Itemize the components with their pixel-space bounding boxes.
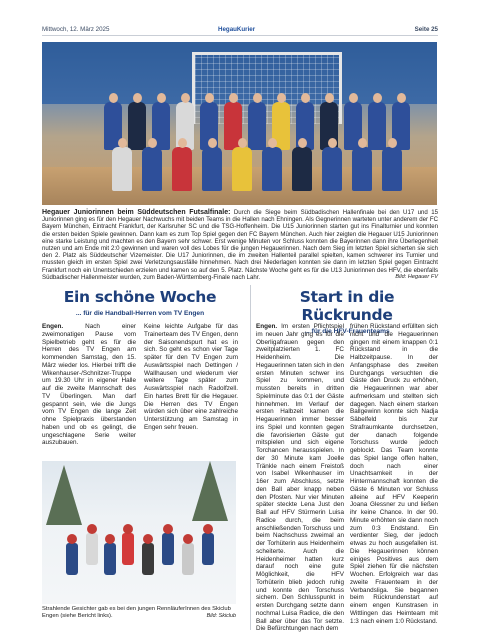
issue-date: Mittwoch, 12. März 2025 <box>42 26 110 33</box>
skier-helmet <box>203 524 213 534</box>
team-photo <box>42 42 437 205</box>
article2-subtitle: ... für die HFV-Frauenteams <box>304 328 390 335</box>
player-head <box>298 138 307 148</box>
skier-figure <box>142 543 154 575</box>
skier-helmet <box>163 524 173 534</box>
player-head <box>358 138 367 148</box>
tree-shape <box>192 461 228 521</box>
player-head <box>277 93 286 103</box>
player-head <box>373 93 382 103</box>
player-figure <box>202 147 222 191</box>
player-head <box>253 93 262 103</box>
player-figure <box>262 147 282 191</box>
article2-text-1: Im ersten Pflichtspiel im neuen Jahr ging es für die Oberligafrauen gegen den zweitplatzierten 1. FC Heidenheim. Die Hegauerinnen taten sich in den ersten Minuten schwer ins Spiel zu kommen, und mussten bereits in dritten Spielminute das 0:1 der Gäste hinnehmen. Im Verlauf der ersten Halbzeit kamen die Hegauerinnen immer besser ins Spiel und konnten gegen die favorisierten Gäste gut mitspielen und sich eigene Torchancen herausspielen. In der 30 Minute kam Joelle Tränkle nach einem Freistoß von Isabel Wikenhauser im 16er zum Abschluss, setzte den Ball aber knapp neben den Pfosten. Nur vier Minuten später steckte Lena Just den Ball auf HFV Stürmerin Luisa Radice durch, die beim anschließenden Torschuss und beim Nachschuss zweimal an der Torhüterin aus Heidenheim scheiterte. Auch die Heidenheimer hatten kurz darauf noch eine gute Möglichkeit, die HFV Torhüterin blieb jedoch ruhig und konnte den Torschuss sichern. Den Schlusspunkt in ersten Durchgang setzte dann nochmal Luisa Radice, die den Ball aber über das Tor setzte. Die Befürchtungen nach dem <box>256 323 344 633</box>
player-head <box>328 138 337 148</box>
player-figure <box>232 147 252 191</box>
player-figure <box>112 147 132 191</box>
player-head <box>238 138 247 148</box>
article1-lead: Engen. <box>42 323 64 330</box>
player-figure <box>368 102 386 150</box>
skiclub-caption <box>42 606 236 620</box>
skiclub-caption-text: Strahlende Gesichter gab es bei den jungen RennläuferInnen des Skiclub Engen (siehe Bericht links). <box>42 606 231 619</box>
article2-lead: Engen. <box>256 323 278 330</box>
newspaper-name: HegauKurier <box>218 26 256 33</box>
article2-title: Start in die Rückrunde <box>299 288 395 324</box>
page-header <box>42 24 438 36</box>
skier-figure <box>202 533 214 565</box>
player-head <box>397 93 406 103</box>
player-figure <box>382 147 402 191</box>
skier-figure <box>104 543 116 575</box>
skier-figure <box>182 543 194 575</box>
player-figure <box>352 147 372 191</box>
player-head <box>118 138 127 148</box>
player-head <box>268 138 277 148</box>
player-head <box>229 93 238 103</box>
player-figure <box>248 102 266 150</box>
article1-column-1 <box>42 323 136 447</box>
player-head <box>109 93 118 103</box>
article1-subtitle: ... für die Handball-Herren vom TV Engen <box>75 310 205 317</box>
player-head <box>157 93 166 103</box>
article2-column-2 <box>350 323 438 625</box>
player-head <box>208 138 217 148</box>
skier-helmet <box>123 524 133 534</box>
skier-helmet <box>67 534 77 544</box>
tree-shape <box>46 465 82 525</box>
player-figure <box>128 102 146 150</box>
skiclub-photo <box>42 461 236 604</box>
player-head <box>349 93 358 103</box>
player-head <box>388 138 397 148</box>
skier-figure <box>66 543 78 575</box>
caption-text: Durch die Siege beim Südbadischen Hallenfinale bei den U17 und 15 Juniorinnen ging es für den Hegauer Nachwuchs mit beiden Teams in die Hallen nach Ehningen. Als Gegnerinnen warteten unter anderem der FC Bayern München, Eintracht Frankfurt, der Karlsruher SC und die TSG-Hoffenheim. Die U15 Juniorinnen starten gut ins Finalturnier und konnten die ersten beiden Spiele gewinnen. Dann kam es zum Top Spiel gegen den FC Bayern München. Auch hier zeigten die Hegauer U15 Juniorinnen eine starke Leistung und machten es den Bayern sehr schwer. Erst wenige Minuten vor Schluss konnten die Bayerinnen dann ihre Überlegenheit nutzen und am Ende mit 2:0 gewinnen und waren voll des Lobes für die jungen Hegauerinnen. Nach dem Sieg im letzten Spiel sicherten sie sich den 2. Platz als Süddeutscher Vizemeister. Die U17 Juniorinnen, die im zweiten Hallenteil parallel spielten, kamen schwerer ins Turnier und mussten gleich im ersten Spiel zwei Verletzungsausfälle hinnehmen. Nach drei Niederlagen konnten sie dann im letzten Spiel gegen Eintracht Frankfurt noch ein Unentschieden erzielen und kamen so auf den 5. Platz. Nächste Woche geht es für die U13 Juniorinnen des HFV, die ebenfalls Südbadischer Hallenmeister wurden, zum Baden-Württemberg-Finale nach Lahr. <box>42 209 438 281</box>
article1-text-1: Nach einer zweimonatigen Pause vom Spielbetrieb geht es für die Herren des TV Engen am kommenden Samstag, den 15. März wieder los. Hierbei trifft die Wikenhauser-/Schnitzer-Truppe um 19.30 Uhr in eigener Halle auf die zweite Mannschaft des TV Überlingen. Man darf gespannt sein, wie die Jungs vom TV Engen die lange Zeit ohne Spielpraxis überstanden haben und ob es gelingt, die ungeschlagene Serie weiter auszubauen. <box>42 323 136 447</box>
article2-column-1 <box>256 323 344 633</box>
player-figure <box>322 147 342 191</box>
skier-figure <box>122 533 134 565</box>
skier-helmet <box>143 534 153 544</box>
player-head <box>325 93 334 103</box>
player-head <box>205 93 214 103</box>
photo-caption <box>42 209 438 281</box>
player-head <box>181 93 190 103</box>
photo-credit: Bild: Hegauer FV <box>395 273 438 280</box>
skiclub-credit: Bild: Skiclub <box>206 613 236 619</box>
player-figure <box>172 147 192 191</box>
skier-helmet <box>105 534 115 544</box>
player-figure <box>142 147 162 191</box>
article1-column-2 <box>144 323 238 432</box>
skier-helmet <box>183 534 193 544</box>
skier-figure <box>162 533 174 565</box>
article2-text-2: frühen Rückstand erfüllten sich nicht und die Hegauerinnen gingen mit einem knappen 0:1 Rückstand in die Halbzeitpause. In der Anfangsphase des zweiten Durchgangs versuchten die Gäste den Druck zu erhöhen, die Hegauerinnen war aber aufmerksam und stellten sich dagegen. Nach einem starken Ballgewinn konnte sich Nadja Säbelfeld bis zur Strafraumkante durchsetzen, der danach folgende Torschuss wurde jedoch geblockt. Das Team konnte das Spiel lange offen halten, doch nach einer Unachtsamkeit in der Hintermannschaft konnten die Gäste 6 Minuten vor Schluss alleine auf HFV Keeperin Joana Glessner zu und ließen ihr keine Chance. In der 90. Minute erhöhten sie dann noch zum 0:3 Endstand. Ein verdienter Sieg, der jedoch etwas zu hoch ausgefallen ist. Die Hegauerinnen können einiges Positives aus dem Spiel ziehen für die nächsten Wochen. Erfolgreich war das zweite Frauenteam in der Verbandsliga. Sie begannen beim Rückrundenstart auf einem engen Kunstrasen in Wittlingen das Heimteam mit 1:3 nach einem 1:0 Rückstand. <box>350 323 438 625</box>
player-figure <box>292 147 312 191</box>
player-head <box>133 93 142 103</box>
page-number: Seite 25 <box>414 26 438 33</box>
player-head <box>301 93 310 103</box>
player-head <box>148 138 157 148</box>
column-divider <box>250 285 251 630</box>
player-head <box>178 138 187 148</box>
skier-figure <box>86 533 98 565</box>
caption-headline: Hegauer Juniorinnen beim Süddeutschen Futsalfinale: <box>42 209 231 216</box>
article1-heading <box>42 288 238 317</box>
skier-helmet <box>87 524 97 534</box>
article1-text-2: Keine leichte Aufgabe für das Trainerteam des TV Engen, denn der Saisonendspurt hat es in sich. So geht es schon vier Tage später für den TV Engen zum Auswärtsspiel nach Dettingen / Wallhausen und wiederum vier weitere Tage später zum Auswärtsspiel nach Radolfzell. Ein hartes Brett für die Hegauer. Die Herren des TV Engen würden sich über eine zahlreiche Unterstützung am Samstag in Engen sehr freuen. <box>144 323 238 431</box>
article1-title: Ein schöne Woche <box>63 288 217 306</box>
